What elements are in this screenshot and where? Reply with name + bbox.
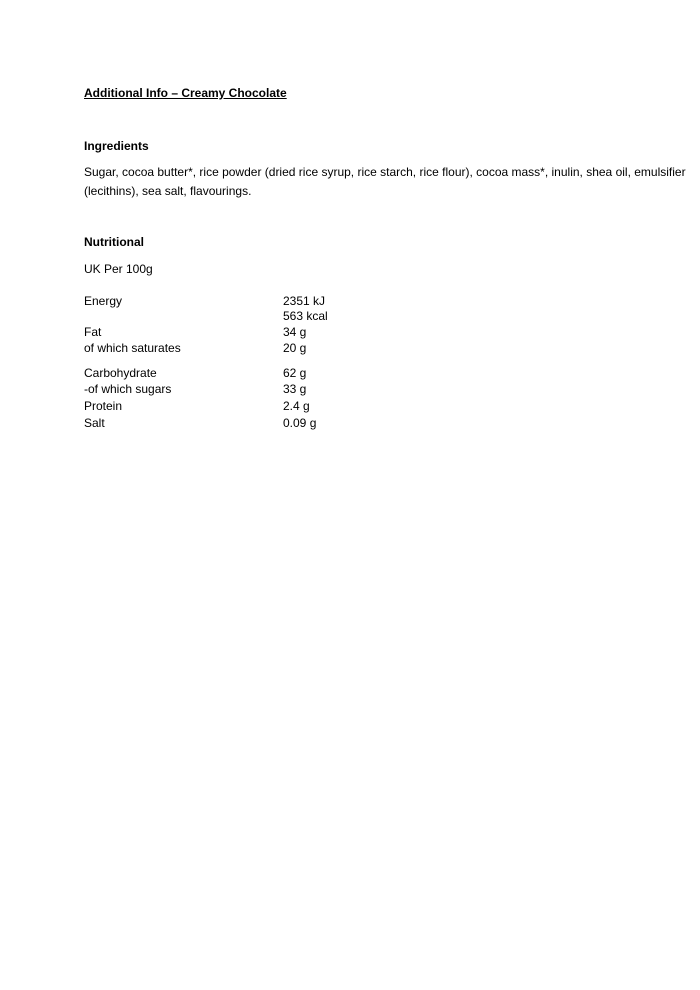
nutrition-value: 34 g bbox=[283, 325, 307, 339]
nutrition-basis: UK Per 100g bbox=[84, 262, 153, 276]
nutrition-label: Protein bbox=[84, 399, 123, 413]
nutrition-value: 563 kcal bbox=[283, 309, 328, 323]
nutrition-value: 20 g bbox=[283, 341, 307, 355]
nutrition-row-energy-kcal bbox=[84, 308, 484, 324]
nutrition-row-fat bbox=[84, 324, 484, 340]
nutrition-value: 0.09 g bbox=[283, 416, 317, 430]
nutrition-value: 2351 kJ bbox=[283, 294, 326, 308]
nutrition-row-salt bbox=[84, 415, 484, 431]
nutrition-value: 62 g bbox=[283, 366, 307, 380]
document-page bbox=[84, 0, 688, 990]
nutrition-label: Salt bbox=[84, 416, 105, 430]
nutritional-heading: Nutritional bbox=[84, 235, 144, 249]
document-title: Additional Info – Creamy Chocolate bbox=[84, 86, 287, 100]
nutrition-label: Energy bbox=[84, 294, 123, 308]
nutrition-value: 2.4 g bbox=[283, 399, 310, 413]
nutrition-row-energy-kj bbox=[84, 293, 484, 309]
nutrition-row-saturates bbox=[84, 340, 484, 356]
nutrition-label: of which saturates bbox=[84, 341, 181, 355]
nutrition-value: 33 g bbox=[283, 382, 307, 396]
nutrition-label: -of which sugars bbox=[84, 382, 172, 396]
nutrition-label: Carbohydrate bbox=[84, 366, 157, 380]
nutrition-row-protein bbox=[84, 398, 484, 414]
ingredients-text: Sugar, cocoa butter*, rice powder (dried rice syrup, rice starch, rice flour), cocoa mass*, inulin, shea oil, emulsifier (lecithins), sea salt, flavourings. bbox=[84, 165, 686, 198]
nutrition-row-sugars bbox=[84, 381, 484, 397]
nutrition-row-carbohydrate bbox=[84, 365, 484, 381]
nutrition-label: Fat bbox=[84, 325, 102, 339]
ingredients-heading: Ingredients bbox=[84, 139, 149, 153]
